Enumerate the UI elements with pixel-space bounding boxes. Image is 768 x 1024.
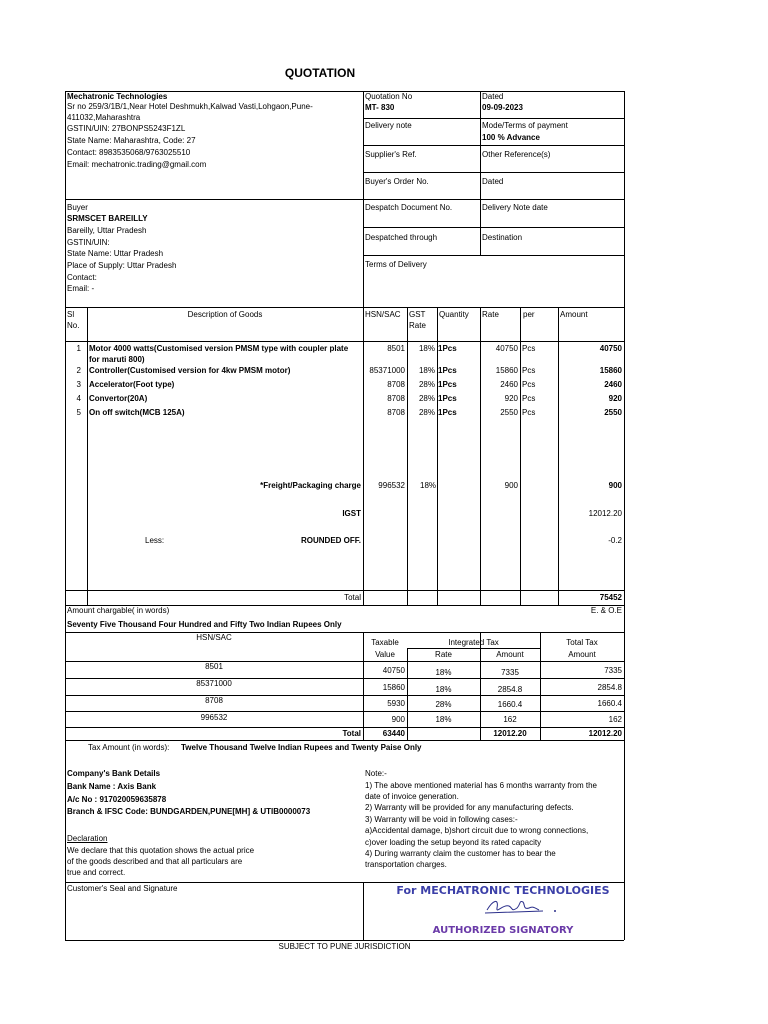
tax-col-amount: Amount bbox=[496, 650, 524, 659]
item-hsn: 8708 bbox=[387, 380, 405, 389]
item-gst: 28% bbox=[418, 380, 435, 389]
bank-account: A/c No : 917020059635878 bbox=[67, 795, 167, 804]
payment-terms: 100 % Advance bbox=[482, 133, 540, 142]
seller-address-2: 411032,Maharashtra bbox=[67, 113, 141, 122]
item-per: Pcs bbox=[522, 380, 536, 389]
item-rate: 920 bbox=[504, 394, 518, 403]
tax-row-amount: 162 bbox=[503, 715, 517, 724]
item-description-cont: for maruti 800) bbox=[89, 355, 145, 364]
buyer-state: State Name: Uttar Pradesh bbox=[67, 249, 164, 258]
tax-total-label: Total bbox=[342, 729, 361, 738]
note-line: date of invoice generation. bbox=[365, 792, 459, 801]
col-gst: GST bbox=[409, 310, 426, 319]
tax-row-hsn: 8501 bbox=[205, 662, 223, 671]
item-description: Accelerator(Foot type) bbox=[89, 380, 175, 389]
item-rate: 15860 bbox=[495, 366, 518, 375]
item-description: On off switch(MCB 125A) bbox=[89, 408, 185, 417]
delivery-note-label: Delivery note bbox=[365, 121, 412, 130]
quotation-no: MT- 830 bbox=[365, 103, 395, 112]
tax-col-taxable: Taxable bbox=[371, 638, 399, 647]
item-per: Pcs bbox=[522, 366, 536, 375]
item-no: 5 bbox=[76, 408, 81, 417]
note-line: a)Accidental damage, b)short circuit due to wrong connections, bbox=[365, 826, 589, 835]
amount-words-label: Amount chargable( in words) bbox=[67, 606, 170, 615]
buyer-address: Bareilly, Uttar Pradesh bbox=[67, 226, 147, 235]
tax-col-value: Value bbox=[375, 650, 395, 659]
rounded-off-amount: -0.2 bbox=[608, 536, 622, 545]
tax-col-total: Total Tax bbox=[566, 638, 598, 647]
item-hsn: 8501 bbox=[387, 344, 405, 353]
payment-terms-label: Mode/Terms of payment bbox=[482, 121, 568, 130]
col-rate: Rate bbox=[482, 310, 499, 319]
item-gst: 18% bbox=[418, 366, 435, 375]
freight-gst: 18% bbox=[420, 481, 437, 490]
tax-total-total: 12012.20 bbox=[588, 729, 622, 738]
item-no: 3 bbox=[76, 380, 81, 389]
seller-gstin: GSTIN/UIN: 27BONPS5243F1ZL bbox=[67, 124, 186, 133]
destination-label: Destination bbox=[482, 233, 523, 242]
despatch-doc-label: Despatch Document No. bbox=[365, 203, 453, 212]
item-description: Motor 4000 watts(Customised version PMSM type with coupler plate bbox=[89, 344, 349, 353]
tax-row-amount: 7335 bbox=[501, 668, 519, 677]
freight-amount: 900 bbox=[608, 481, 622, 490]
item-hsn: 8708 bbox=[387, 408, 405, 417]
tax-row-total: 7335 bbox=[604, 666, 622, 675]
tax-words: Twelve Thousand Twelve Indian Rupees and Twenty Paise Only bbox=[181, 743, 422, 752]
tax-row-value: 15860 bbox=[382, 683, 405, 692]
stamp-signatory: AUTHORIZED SIGNATORY bbox=[432, 925, 574, 936]
declaration-line-2: of the goods described and that all particulars are bbox=[67, 857, 243, 866]
tax-words-label: Tax Amount (in words): bbox=[88, 743, 170, 752]
tax-row-total: 162 bbox=[608, 715, 622, 724]
col-amount: Amount bbox=[560, 310, 588, 319]
tax-total-amount: 12012.20 bbox=[493, 729, 527, 738]
tax-row-rate: 18% bbox=[435, 685, 452, 694]
igst-amount: 12012.20 bbox=[588, 509, 622, 518]
declaration-title: Declaration bbox=[67, 834, 108, 843]
col-no: No. bbox=[67, 321, 80, 330]
buyer-gstin: GSTIN/UIN: bbox=[67, 238, 110, 247]
item-description: Controller(Customised version for 4kw PMSM motor) bbox=[89, 366, 291, 375]
note-line: c)over loading the setup beyond its rated capacity bbox=[365, 838, 542, 847]
tax-row-rate: 18% bbox=[435, 715, 452, 724]
bank-branch: Branch & IFSC Code: BUNDGARDEN,PUNE[MH] & UTIB0000073 bbox=[67, 807, 311, 816]
item-amount: 40750 bbox=[599, 344, 622, 353]
item-amount: 2460 bbox=[604, 380, 622, 389]
freight-hsn: 996532 bbox=[378, 481, 405, 490]
note-line: 2) Warranty will be provided for any manufacturing defects. bbox=[365, 803, 574, 812]
item-gst: 28% bbox=[418, 408, 435, 417]
tax-row-amount: 2854.8 bbox=[497, 685, 523, 694]
customer-seal-label: Customer's Seal and Signature bbox=[67, 884, 178, 893]
declaration-line-1: We declare that this quotation shows the actual price bbox=[67, 846, 255, 855]
item-per: Pcs bbox=[522, 344, 536, 353]
tax-row-total: 2854.8 bbox=[597, 683, 622, 692]
supplier-ref-label: Supplier's Ref. bbox=[365, 150, 417, 159]
buyer-email: Email: - bbox=[67, 284, 95, 293]
tax-row-rate: 28% bbox=[435, 700, 452, 709]
despatched-through-label: Despatched through bbox=[365, 233, 438, 242]
seller-email: Email: mechatronic.trading@gmail.com bbox=[67, 160, 207, 169]
buyer-place-of-supply: Place of Supply: Uttar Pradesh bbox=[67, 261, 177, 270]
item-rate: 2460 bbox=[500, 380, 518, 389]
terms-of-delivery-label: Terms of Delivery bbox=[365, 260, 427, 269]
less-label: Less: bbox=[145, 536, 165, 545]
tax-col-total-amount: Amount bbox=[568, 650, 596, 659]
item-rate: 40750 bbox=[495, 344, 518, 353]
amount-words: Seventy Five Thousand Four Hundred and Fifty Two Indian Rupees Only bbox=[67, 620, 342, 629]
other-ref-label: Other Reference(s) bbox=[482, 150, 551, 159]
delivery-note-date-label: Delivery Note date bbox=[482, 203, 548, 212]
buyer-order-label: Buyer's Order No. bbox=[365, 177, 429, 186]
company-stamp bbox=[383, 880, 623, 940]
tax-row-amount: 1660.4 bbox=[497, 700, 523, 709]
tax-row-hsn: 8708 bbox=[205, 696, 223, 705]
tax-col-hsn: HSN/SAC bbox=[196, 633, 232, 642]
bank-name: Bank Name : Axis Bank bbox=[67, 782, 157, 791]
freight-label: *Freight/Packaging charge bbox=[260, 481, 361, 490]
seller-contact: Contact: 8983535068/9763025510 bbox=[67, 148, 191, 157]
note-line: 1) The above mentioned material has 6 months warranty from the bbox=[365, 781, 597, 790]
tax-row-rate: 18% bbox=[435, 668, 452, 677]
tax-row-value: 40750 bbox=[382, 666, 405, 675]
item-amount: 920 bbox=[608, 394, 622, 403]
quotation-no-label: Quotation No bbox=[365, 92, 413, 101]
col-gst-rate: Rate bbox=[409, 321, 426, 330]
seller-name: Mechatronic Technologies bbox=[67, 92, 168, 101]
item-hsn: 8708 bbox=[387, 394, 405, 403]
col-quantity: Quantity bbox=[439, 310, 469, 319]
buyer-name: SRMSCET BAREILLY bbox=[67, 214, 148, 223]
seller-state: State Name: Maharashtra, Code: 27 bbox=[67, 136, 196, 145]
quotation-date: 09-09-2023 bbox=[482, 103, 523, 112]
col-description: Description of Goods bbox=[187, 310, 263, 319]
item-gst: 28% bbox=[418, 394, 435, 403]
item-hsn: 85371000 bbox=[369, 366, 405, 375]
item-amount: 2550 bbox=[604, 408, 622, 417]
signature-icon bbox=[483, 896, 563, 918]
col-sl: Sl bbox=[67, 310, 75, 319]
bank-title: Company's Bank Details bbox=[67, 769, 161, 778]
tax-col-rate: Rate bbox=[435, 650, 452, 659]
item-qty: 1Pcs bbox=[438, 344, 457, 353]
item-qty: 1Pcs bbox=[438, 366, 457, 375]
tax-row-hsn: 996532 bbox=[200, 713, 228, 722]
note-line: transportation charges. bbox=[365, 860, 447, 869]
note-line: Note:- bbox=[365, 769, 387, 778]
item-no: 1 bbox=[76, 344, 81, 353]
tax-col-integrated: Integrated Tax bbox=[448, 638, 499, 647]
item-gst: 18% bbox=[418, 344, 435, 353]
tax-row-total: 1660.4 bbox=[597, 699, 622, 708]
item-no: 4 bbox=[76, 394, 81, 403]
item-per: Pcs bbox=[522, 394, 536, 403]
rounded-off-label: ROUNDED OFF. bbox=[301, 536, 361, 545]
total-label: Total bbox=[344, 593, 361, 602]
buyer-order-dated-label: Dated bbox=[482, 177, 504, 186]
seller-address-1: Sr no 259/3/1B/1,Near Hotel Deshmukh,Kalwad Vasti,Lohgaon,Pune- bbox=[67, 102, 313, 111]
buyer-label: Buyer bbox=[67, 203, 88, 212]
declaration-line-3: true and correct. bbox=[67, 868, 126, 877]
dated-label: Dated bbox=[482, 92, 504, 101]
tax-total-value: 63440 bbox=[382, 729, 405, 738]
page-title: QUOTATION bbox=[284, 66, 356, 80]
col-per: per bbox=[523, 310, 535, 319]
tax-row-value: 5930 bbox=[387, 699, 405, 708]
item-per: Pcs bbox=[522, 408, 536, 417]
tax-row-hsn: 85371000 bbox=[196, 679, 232, 688]
item-amount: 15860 bbox=[599, 366, 622, 375]
item-qty: 1Pcs bbox=[438, 394, 457, 403]
total-amount: 75452 bbox=[599, 593, 622, 602]
jurisdiction-footer: SUBJECT TO PUNE JURISDICTION bbox=[278, 942, 411, 951]
buyer-contact: Contact: bbox=[67, 273, 97, 282]
item-no: 2 bbox=[76, 366, 81, 375]
note-line: 4) During warranty claim the customer has to bear the bbox=[365, 849, 556, 858]
stamp-company: For MECHATRONIC TECHNOLOGIES bbox=[396, 884, 610, 897]
item-rate: 2550 bbox=[500, 408, 518, 417]
igst-label: IGST bbox=[342, 509, 361, 518]
item-qty: 1Pcs bbox=[438, 380, 457, 389]
eoe-label: E. & O.E bbox=[590, 606, 622, 615]
col-hsn: HSN/SAC bbox=[365, 310, 401, 319]
item-description: Convertor(20A) bbox=[89, 394, 148, 403]
note-line: 3) Warranty will be void in following cases:- bbox=[365, 815, 518, 824]
freight-rate: 900 bbox=[504, 481, 518, 490]
tax-row-value: 900 bbox=[391, 715, 405, 724]
item-qty: 1Pcs bbox=[438, 408, 457, 417]
